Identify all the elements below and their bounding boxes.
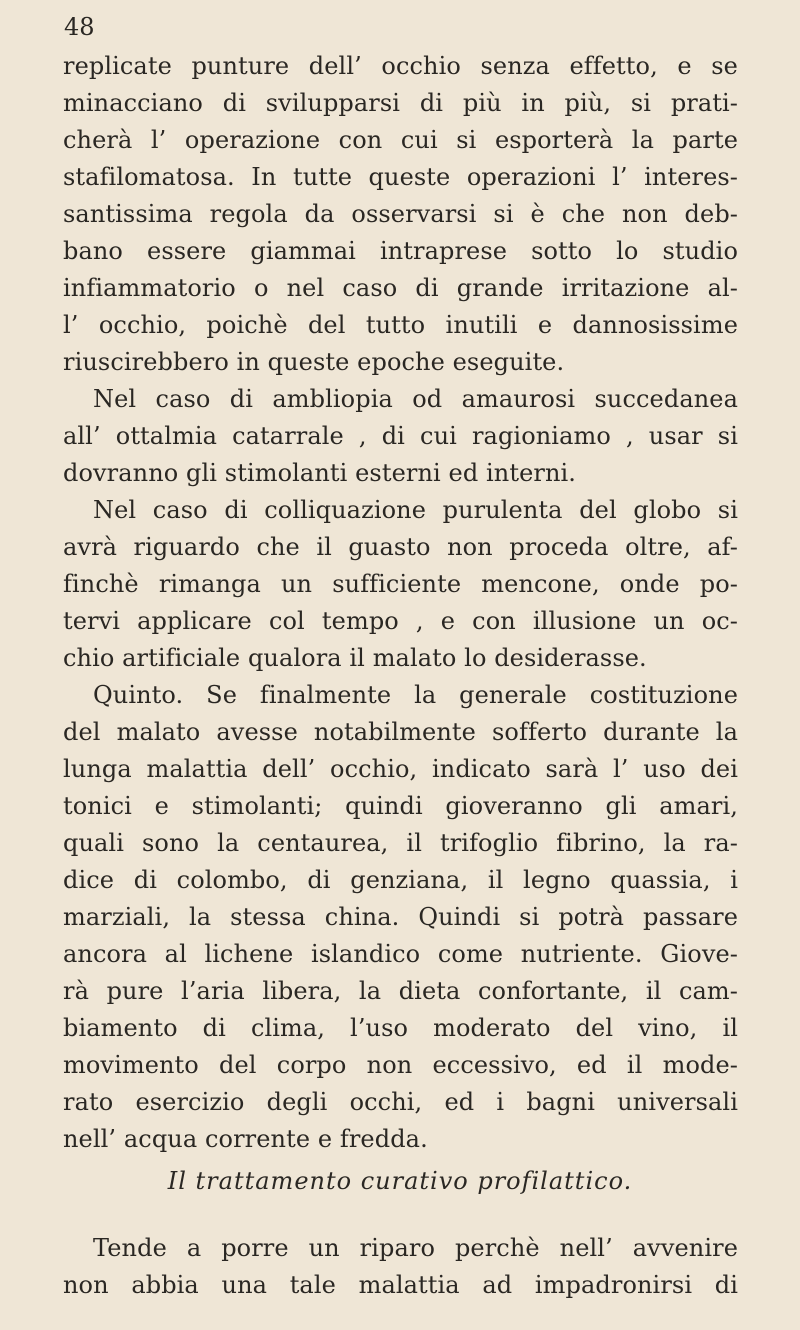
text-line: all’ ottalmia catarrale , di cui ragioniamo , usar si xyxy=(63,422,738,450)
text-line: Nel caso di colliquazione purulenta del globo si xyxy=(93,496,738,524)
text-line: marziali, la stessa china. Quindi si potrà passare xyxy=(63,903,738,931)
section-heading: Il trattamento curativo profilattico. xyxy=(167,1167,633,1195)
text-line: Quinto. Se finalmente la generale costituzione xyxy=(93,681,738,709)
text-line: finchè rimanga un sufficiente mencone, onde po- xyxy=(63,570,738,598)
paragraph-5 xyxy=(63,1230,738,1304)
text-line: movimento del corpo non eccessivo, ed il mode- xyxy=(63,1051,738,1079)
text-line: quali sono la centaurea, il trifoglio fibrino, la ra- xyxy=(63,829,738,857)
text-line: dovranno gli stimolanti esterni ed interni. xyxy=(63,459,577,487)
text-line: nell’ acqua corrente e fredda. xyxy=(63,1125,428,1153)
text-line: riuscirebbero in queste epoche eseguite. xyxy=(63,348,565,376)
text-line: bano essere giammai intraprese sotto lo studio xyxy=(63,237,738,265)
paragraph-1 xyxy=(63,48,738,381)
text-line: infiammatorio o nel caso di grande irritazione al- xyxy=(63,274,738,302)
text-line: tervi applicare col tempo , e con illusione un oc- xyxy=(63,607,738,635)
text-line: rato esercizio degli occhi, ed i bagni universali xyxy=(63,1088,738,1116)
page-number: 48 xyxy=(64,13,95,41)
text-line: l’ occhio, poichè del tutto inutili e dannosissime xyxy=(63,311,738,339)
paragraph-4 xyxy=(63,677,738,1158)
text-line: tonici e stimolanti; quindi gioveranno gli amari, xyxy=(63,792,738,820)
paragraph-2 xyxy=(63,381,738,492)
text-line: chio artificiale qualora il malato lo desiderasse. xyxy=(63,644,647,672)
text-line: del malato avesse notabilmente sofferto durante la xyxy=(63,718,738,746)
text-line: rà pure l’aria libera, la dieta confortante, il cam- xyxy=(63,977,738,1005)
text-line: biamento di clima, l’uso moderato del vino, il xyxy=(63,1014,738,1042)
text-line: avrà riguardo che il guasto non proceda oltre, af- xyxy=(63,533,738,561)
text-line: cherà l’ operazione con cui si esporterà la parte xyxy=(63,126,738,154)
text-line: replicate punture dell’ occhio senza effetto, e se xyxy=(63,52,738,80)
text-line: Nel caso di ambliopia od amaurosi succedanea xyxy=(93,385,738,413)
text-line: ancora al lichene islandico come nutriente. Giove- xyxy=(63,940,738,968)
text-line: stafilomatosa. In tutte queste operazioni l’ interes- xyxy=(63,163,738,191)
text-line: santissima regola da osservarsi si è che non deb- xyxy=(63,200,738,228)
text-line: non abbia una tale malattia ad impadronirsi di xyxy=(63,1271,738,1299)
text-line: lunga malattia dell’ occhio, indicato sarà l’ uso dei xyxy=(63,755,738,783)
text-line: dice di colombo, di genziana, il legno quassia, i xyxy=(63,866,738,894)
paragraph-3 xyxy=(63,492,738,677)
text-line: Tende a porre un riparo perchè nell’ avvenire xyxy=(93,1234,738,1262)
text-line: minacciano di svilupparsi di più in più, si prati- xyxy=(63,89,738,117)
